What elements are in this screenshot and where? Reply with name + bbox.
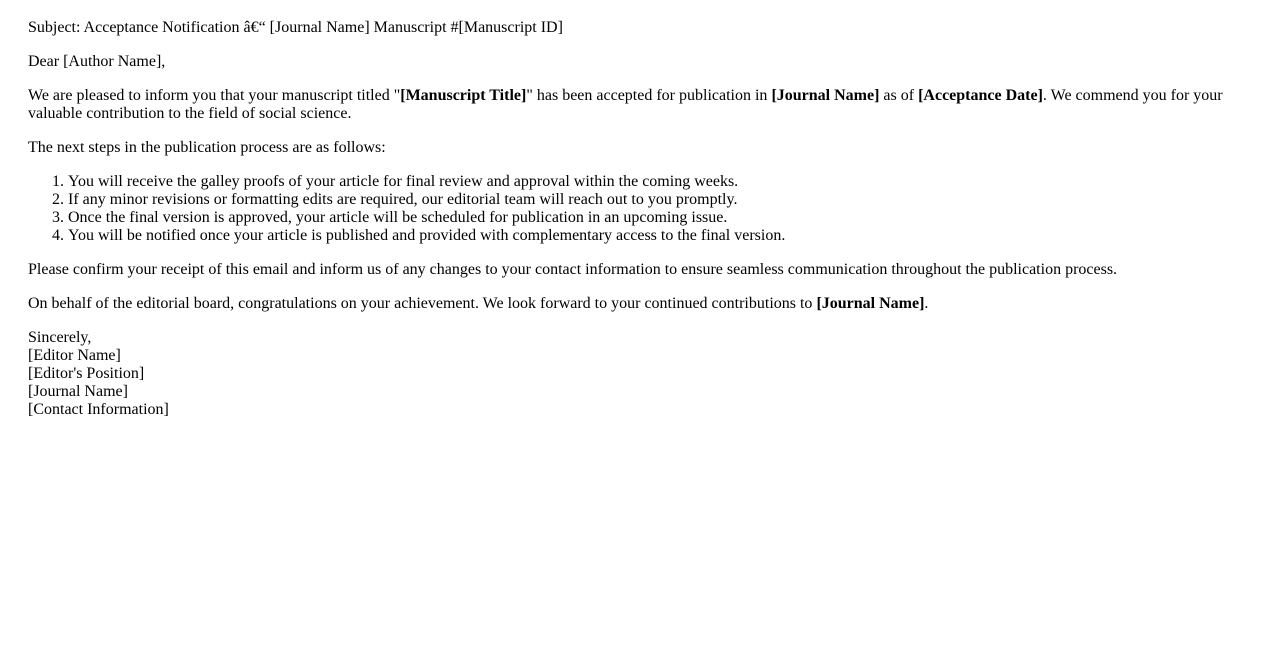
intro-text-1: We are pleased to inform you that your manuscript titled " [28,87,401,104]
editor-position: [Editor's Position] [28,365,145,382]
list-item: 4. You will be notified once your article is published and provided with complementary access to the final version. [68,227,1250,245]
acceptance-date: [Acceptance Date] [918,87,1043,104]
list-item: 3. Once the final version is approved, your article will be scheduled for publication in an upcoming issue. [68,209,1250,227]
steps-list [28,173,1250,245]
confirm-paragraph: Please confirm your receipt of this email and inform us of any changes to your contact information to ensure seamless communication throughout the publication process. [28,261,1118,278]
journal-name: [Journal Name] [771,87,880,104]
intro-text-3: as of [879,87,919,104]
intro-text-2: " has been accepted for publication in [526,87,772,104]
list-item: 1. You will receive the galley proofs of your article for final review and approval within the coming weeks. [68,173,1250,191]
contact-information: [Contact Information] [28,401,169,418]
list-item: 2. If any minor revisions or formatting edits are required, our editorial team will reach out to you promptly. [68,191,1250,209]
editor-name: [Editor Name] [28,347,121,364]
manuscript-title: [Manuscript Title] [400,87,527,104]
email-subject: Subject: Acceptance Notification â€“ [Journal Name] Manuscript #[Manuscript ID] [28,19,563,36]
signature-journal-name: [Journal Name] [28,383,128,400]
intro-paragraph [28,87,1250,123]
sign-off: Sincerely, [28,329,92,346]
intro-text-4: . We commend you for your valuable contribution to the field of social science. [28,87,1223,122]
closing-paragraph [28,295,1250,313]
closing-text-2: . [924,295,929,312]
closing-journal-name: [Journal Name] [816,295,925,312]
signature-block [28,329,1250,419]
steps-intro: The next steps in the publication process are as follows: [28,139,386,156]
email-greeting: Dear [Author Name], [28,53,166,70]
closing-text-1: On behalf of the editorial board, congratulations on your achievement. We look forward to your continued contributions to [28,295,817,312]
